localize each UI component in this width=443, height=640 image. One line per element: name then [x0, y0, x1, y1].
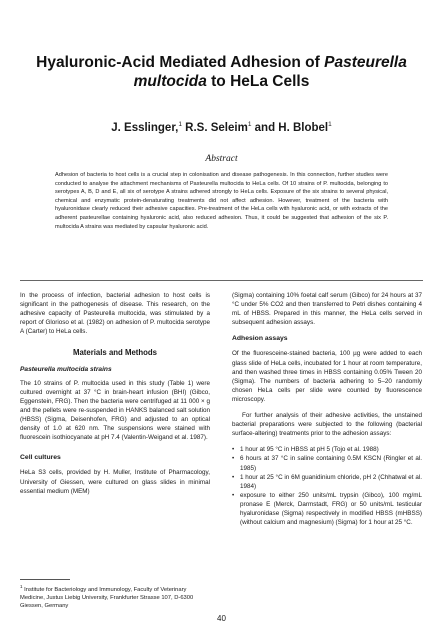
right-column [232, 291, 422, 527]
affiliation-mark: 1 [247, 121, 252, 128]
abstract-heading: Abstract [205, 154, 238, 164]
bullet-icon: • [232, 473, 235, 481]
left-column [20, 291, 210, 503]
title-genus: Pasteurella [324, 54, 407, 71]
list-item [232, 473, 422, 491]
author-name: J. Esslinger, [111, 122, 179, 134]
list-item-text: exposure to either 250 units/mL trypsin (Gibco), 100 mg/mL pronase E (Merck, Darmstadt, FRG) or 50 units/mL testicular hyaluronidase (Sigma) respectively in modified HBSS (mHBSS) (without calcium and magnesium) (Sigma) for 1 hour at 25 °C. [240, 491, 422, 527]
bullet-icon: • [232, 491, 235, 499]
author-name: R.S. Seleim [181, 122, 248, 134]
abstract-text: Adhesion of bacteria to host cells is a crucial step in colonisation and disease pathogenesis. In this connection, further studies were conducted to analyse the attachment mechanisms of Pasteurella multocida to HeLa cells. Of 10 strains of P. multocida, belonging to serotypes A, B, D and E, all six of serotype A strains adhered strongly to HeLa cells. Exposure of the six strains to several physical, chemical and enzymatic protein-denaturating treatments did not affect adhesion. However, treatment of the bacteria with hyaluronidase clearly reduced their adhesive capacities. Pre-treatment of the HeLa cells with hyaluronic acid, or with extracts of the adherent pasteurellae containing hyaluronic acid, also reduced adhesion. Thus, it could be suggested that adhesion of the six P. multocida A strains was mediated by capsular hyaluronic acid. [55, 172, 388, 230]
bullet-icon: • [232, 455, 235, 463]
title-line-1 [20, 53, 423, 72]
list-item-text: 6 hours at 37 °C in saline containing 0.5M KSCN (Ringler et al. 1985) [240, 455, 422, 472]
author-name: and H. Blobel [251, 122, 329, 134]
assays-heading: Adhesion assays [232, 335, 288, 343]
strains-heading: Pasteurella multocida strains [20, 365, 112, 373]
list-item [232, 491, 422, 527]
intro-paragraph: In the process of infection, bacterial adhesion to host cells is significant in the pathogenesis of disease. This research, on the adhesive capacity of Pasteurella multocida, was stimulated by a report of Glorioso et al. (1982) on adhesion of P. multocida serotype A (Carter) to HeLa cells. [20, 292, 210, 336]
list-item [232, 454, 422, 472]
footnote-mark: 1 [20, 584, 23, 589]
title-text-end: to HeLa Cells [206, 73, 310, 90]
footnote [20, 583, 210, 610]
footnote-text: Institute for Bacteriology and Immunology, Faculty of Veterinary Medicine, Justus Liebig University, Frankfurter Strasse 107, D-6300 Giessen, Germany [20, 586, 194, 609]
section-divider [20, 280, 423, 281]
bullet-icon: • [232, 446, 235, 454]
title-line-2 [20, 72, 423, 91]
assays-paragraph: Of the fluoresceine-stained bacteria, 100 µg were added to each glass slide of HeLa cells, incubated for 1 hour at room temperature, and then washed three times in HBSS containing 0.05% Tween 20 (Sigma). The numbers of bacteria adhering to 5–20 randomly chosen HeLa cells per slide were counted by fluorescence microscopy. [232, 350, 422, 403]
continued-paragraph: (Sigma) containing 10% foetal calf serum (Gibco) for 24 hours at 37 °C under 5% CO2 and then transferred to Petri dishes containing 4 mL of HBSS. Prepared in this manner, the HeLa cells served in subsequent adhesion assays. [232, 292, 422, 327]
footnote-divider [20, 579, 70, 580]
page-number: 40 [217, 614, 226, 623]
methods-heading: Materials and Methods [72, 348, 158, 358]
list-item-text: 1 hour at 25 °C in 6M guanidinium chloride, pH 2 (Chhatwal et al. 1984) [240, 473, 422, 490]
cell-cultures-paragraph: HeLa S3 cells, provided by H. Muller, Institute of Pharmacology, University of Giessen, were cultured on glass slides in minimal essential medium (MEM) [20, 469, 210, 495]
author-list [20, 118, 423, 135]
strains-paragraph: The 10 strains of P. multocida used in this study (Table 1) were cultured overnight at 37 °C in brain-heart infusion (BHI) (Gibco, Eggenstein, FRG). Then the bacteria were centrifuged at 11 000 × g and the pellets were re-suspended in HANKS balanced salt solution (HBSS) (Sigma, Deisenhofen, FRG) and adjusted to an optical density of 1.0 at 620 nm. The suspensions were stained with fluorescein isothiocyanate at pH 7.4 (Valentin-Weigand et al. 1987). [20, 379, 210, 442]
list-item [232, 445, 422, 454]
article-title [20, 53, 423, 91]
further-analysis-paragraph: For further analysis of their adhesive activities, the unstained bacterial preparations were subjected to the following (bacterial surface-altering) treatments prior to the adhesion assays: [232, 412, 422, 438]
cell-cultures-heading: Cell cultures [20, 454, 61, 462]
title-species: multocida [133, 73, 207, 90]
title-text: Hyaluronic-Acid Mediated Adhesion of [36, 54, 325, 71]
affiliation-mark: 1 [328, 121, 332, 128]
treatment-list [232, 445, 422, 527]
list-item-text: 1 hour at 95 °C in HBSS at pH 5 (Tojo et al. 1988) [240, 446, 379, 454]
affiliation-mark: 1 [178, 121, 182, 128]
